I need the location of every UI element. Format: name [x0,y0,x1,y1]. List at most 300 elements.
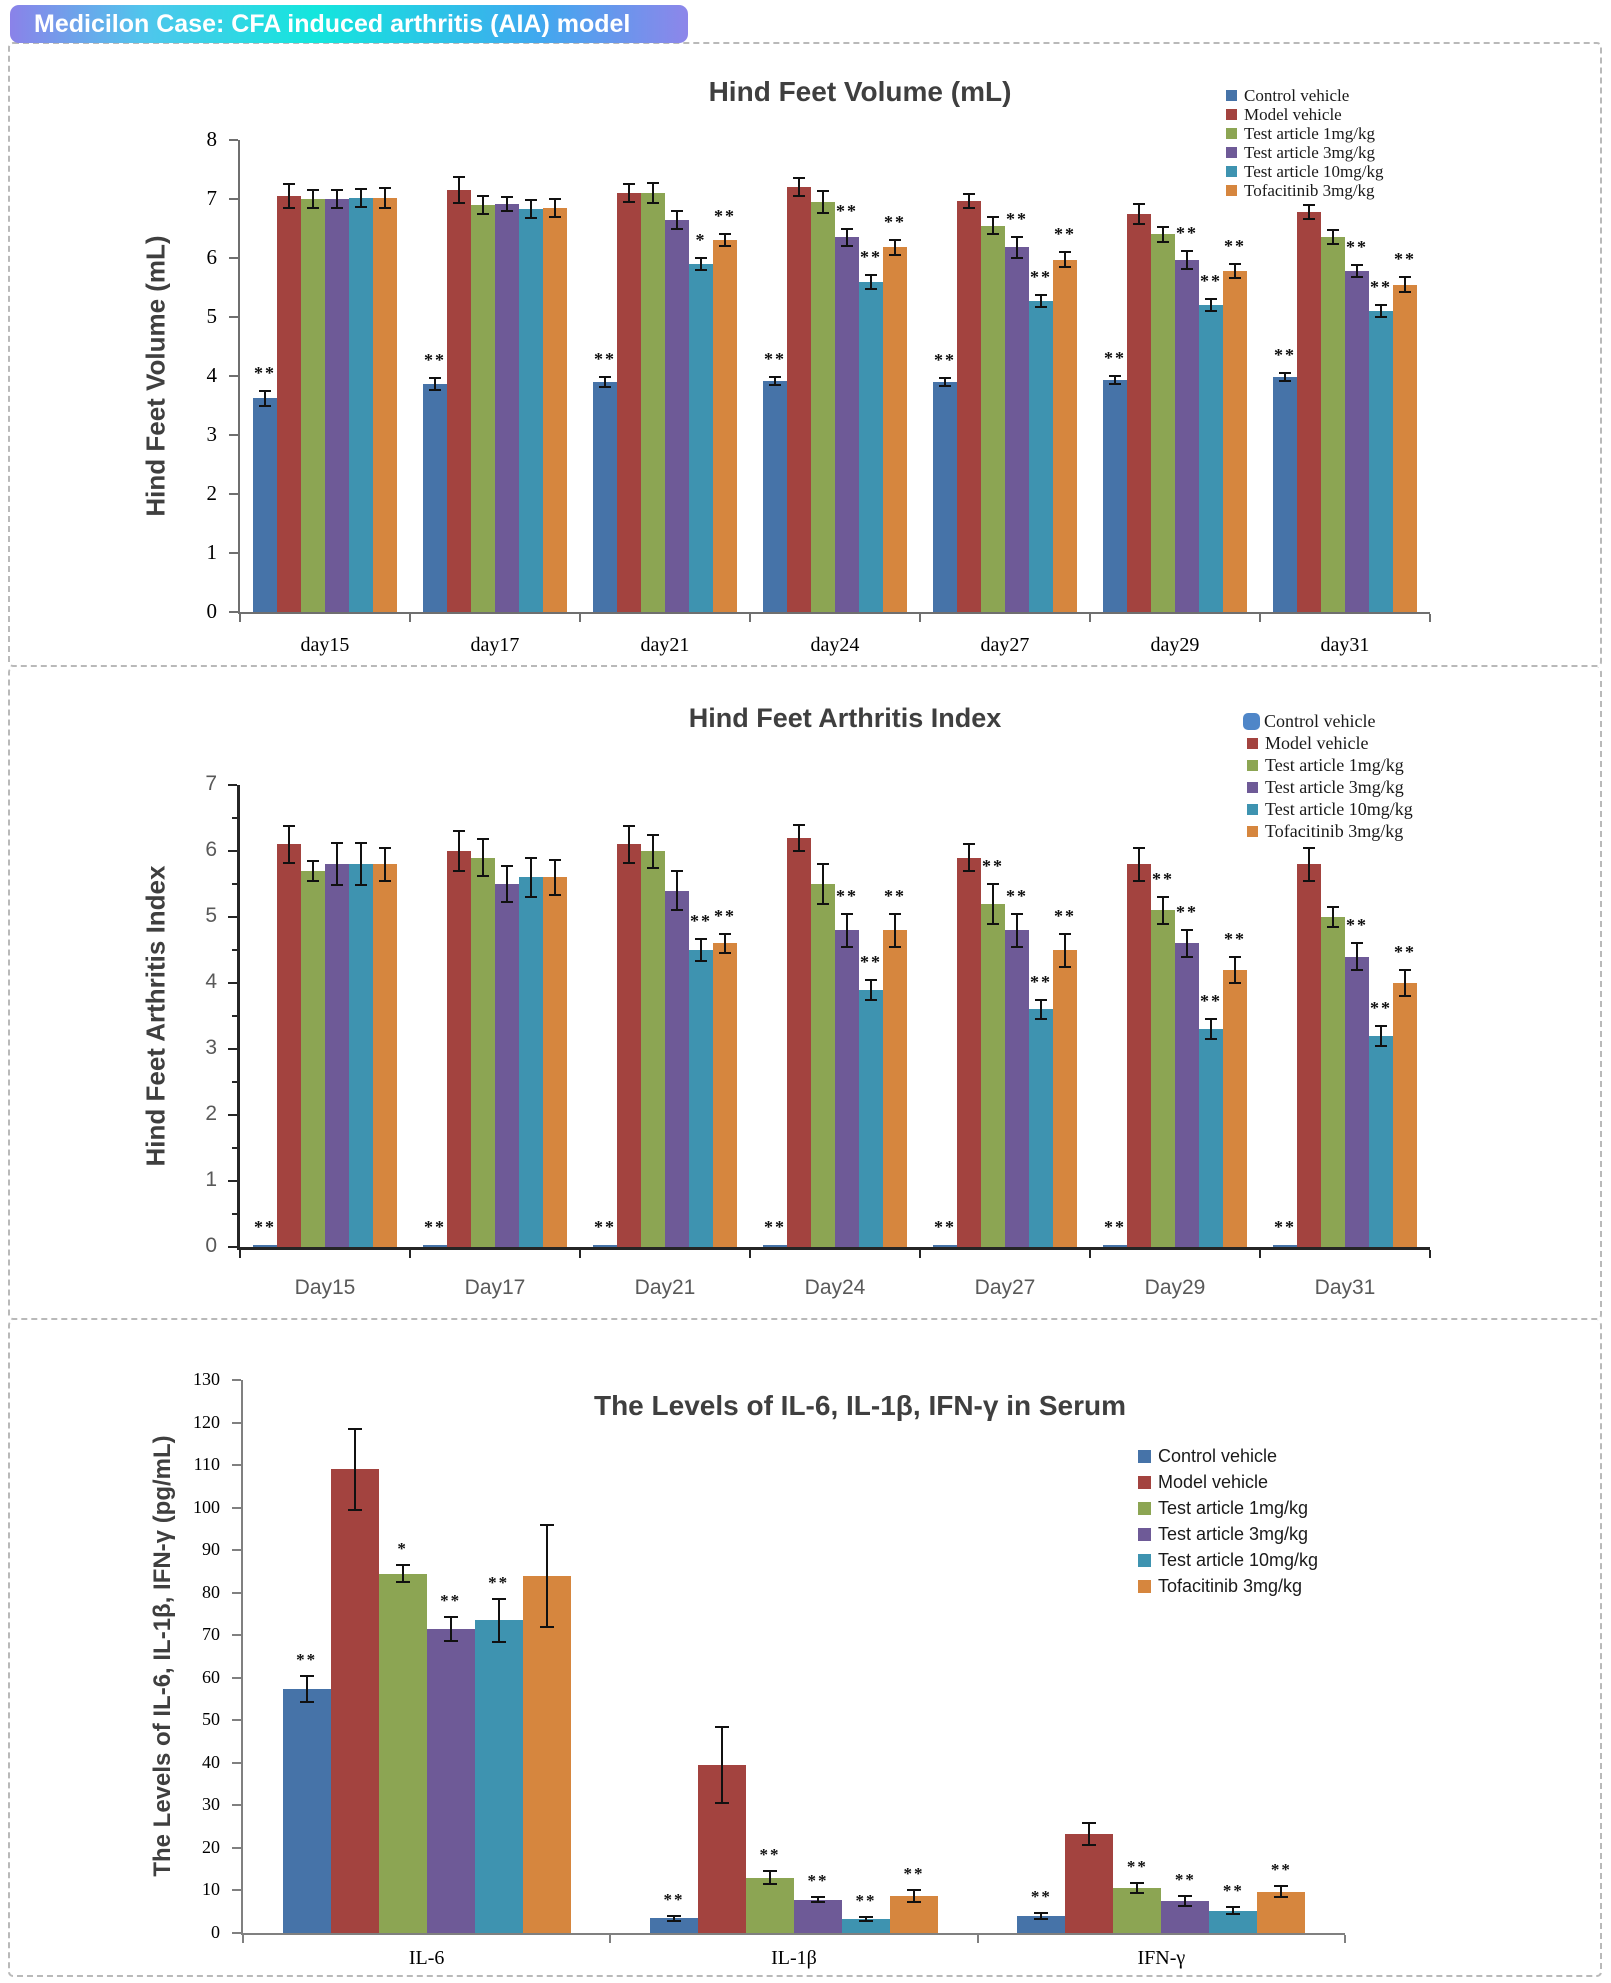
error-bar-cap-bottom [987,923,999,925]
y-tick-mark [232,1889,241,1891]
significance-label: ** [1346,237,1368,258]
error-bar-cap-bottom [889,254,901,256]
error-bar-cap-top [769,376,781,378]
error-bar-cap-bottom [841,946,853,948]
error-bar-cap-top [841,913,853,915]
error-bar-cap-top [939,377,951,379]
bar [349,198,373,612]
bar [811,884,835,1247]
legend-label: Model vehicle [1265,732,1369,753]
significance-label: ** [296,1650,318,1670]
error-bar [1088,1823,1090,1844]
significance-label: ** [860,951,882,972]
y-axis [238,140,240,614]
error-bar [482,839,484,876]
bar [1369,311,1393,612]
error-bar-cap-bottom [939,385,951,387]
significance-label: ** [663,1889,685,1909]
significance-label: ** [1174,1869,1196,1889]
error-bar-cap-bottom [817,212,829,214]
error-bar [1332,230,1334,244]
legend-label: Test article 3mg/kg [1244,142,1375,162]
significance-label: ** [1370,997,1392,1018]
legend-swatch [1247,826,1258,837]
error-bar-cap-bottom [379,207,391,209]
error-bar-cap-bottom [719,952,731,954]
error-bar-cap-bottom [331,207,343,209]
error-bar-cap-bottom [525,896,537,898]
legend-label: Test article 3mg/kg [1265,776,1404,797]
legend-swatch [1138,1476,1151,1489]
y-tick-label: 0 [205,1234,217,1257]
error-bar [1138,204,1140,224]
error-bar [798,178,800,196]
chart-title: The Levels of IL-6, IL-1β, IFN-γ in Serum [593,1390,1127,1421]
error-bar-cap-top [1130,1882,1144,1884]
bar [713,240,737,612]
error-bar-cap-bottom [1109,383,1121,385]
error-bar-cap-bottom [1303,218,1315,220]
error-bar-cap-top [1279,372,1291,374]
error-bar [482,196,484,214]
error-bar [992,884,994,924]
error-bar-cap-bottom [889,946,901,948]
error-bar [1380,1026,1382,1046]
y-tick-label: 6 [206,245,217,269]
significance-label: ** [759,1845,781,1865]
error-bar-cap-top [667,1915,681,1917]
error-bar-cap-top [477,195,489,197]
chart-title: Hind Feet Arthritis Index [688,703,1002,733]
significance-label: ** [764,1217,786,1237]
legend-label: Test article 10mg/kg [1265,798,1413,819]
significance-label: ** [1030,1886,1052,1906]
significance-label: ** [254,363,276,384]
x-category-label: IFN-γ [1137,1947,1186,1969]
x-category-label: Day29 [1144,1276,1206,1299]
bar [325,199,349,612]
error-bar-cap-bottom [549,216,561,218]
x-category-label: day31 [1320,634,1370,656]
x-tick-mark [749,1250,751,1258]
error-bar [458,177,460,203]
error-bar-cap-bottom [1399,995,1411,997]
bar [787,187,811,612]
error-bar-cap-top [283,183,295,185]
error-bar-cap-top [492,1598,506,1600]
error-bar-cap-top [719,233,731,235]
error-bar-cap-top [647,834,659,836]
error-bar-cap-top [1375,304,1387,306]
error-bar-cap-bottom [1399,291,1411,293]
error-bar [1162,897,1164,923]
error-bar-cap-top [695,257,707,259]
legend-item [1138,1573,1318,1599]
bar [475,1620,523,1933]
significance-label: ** [934,349,956,370]
bar [1345,271,1369,612]
error-bar-cap-top [793,177,805,179]
legend-item [1247,710,1413,732]
significance-label: ** [1394,941,1416,962]
error-bar-cap-top [307,189,319,191]
error-bar-cap-bottom [1011,946,1023,948]
y-tick-label: 80 [202,1581,220,1602]
error-bar-cap-top [355,842,367,844]
error-bar-cap-top [1059,251,1071,253]
error-bar [968,844,970,870]
x-category-label: day27 [980,634,1030,656]
significance-label: ** [934,1217,956,1237]
y-tick-label: 5 [206,304,217,328]
x-tick-mark [609,1935,611,1943]
error-bar-cap-bottom [1274,1896,1288,1898]
error-bar-cap-bottom [963,870,975,872]
bar [379,1574,427,1933]
error-bar-cap-top [1011,913,1023,915]
error-bar-cap-top [501,865,513,867]
error-bar [628,826,630,863]
error-bar [458,831,460,871]
error-bar [554,860,556,896]
error-bar-cap-top [348,1428,362,1430]
error-bar-cap-top [1133,203,1145,205]
legend-item [1226,105,1384,124]
error-bar [312,861,314,881]
legend-swatch [1226,109,1237,120]
error-bar [1186,251,1188,269]
significance-label: ** [1054,224,1076,245]
y-axis [237,785,240,1250]
legend-label: Test article 1mg/kg [1158,1497,1309,1518]
significance-label: ** [690,910,712,931]
y-tick-mark [232,1677,241,1679]
bar [811,202,835,612]
x-axis [237,1247,1430,1250]
y-tick-mark [232,1592,241,1594]
error-bar-cap-bottom [501,901,513,903]
y-minor-tick-mark [232,817,237,819]
bar [1199,305,1223,612]
error-bar-cap-top [671,210,683,212]
bar [883,930,907,1247]
y-tick-label: 2 [205,1102,217,1125]
significance-label: ** [1274,1217,1296,1237]
significance-label: ** [1104,348,1126,368]
bar [253,398,277,612]
x-tick-mark [242,1935,244,1943]
error-bar-cap-bottom [715,1802,729,1804]
y-tick-label: 4 [206,363,217,387]
bar [1029,1009,1053,1247]
error-bar-cap-top [1035,294,1047,296]
error-bar [1308,848,1310,881]
bar [689,950,713,1247]
chart-hind-feet-volume [0,42,1611,667]
error-bar-cap-top [1205,1018,1217,1020]
error-bar-cap-top [1375,1025,1387,1027]
x-category-label: Day27 [974,1276,1036,1299]
y-tick-label: 3 [206,422,217,446]
error-bar-cap-top [1327,229,1339,231]
error-bar-cap-top [549,859,561,861]
bar [331,1469,379,1933]
error-bar [312,190,314,208]
legend-item [1247,754,1413,776]
significance-label: ** [1006,208,1028,229]
error-bar-cap-bottom [623,201,635,203]
legend-swatch [1138,1450,1151,1463]
error-bar-cap-top [987,883,999,885]
error-bar-cap-bottom [1375,316,1387,318]
significance-label: ** [1054,905,1076,926]
significance-label: * [397,1539,408,1559]
error-bar-cap-top [763,1870,777,1872]
bar [641,193,665,612]
y-tick-label: 40 [202,1751,220,1772]
bar [787,838,811,1247]
error-bar-cap-top [429,377,441,379]
error-bar-cap-bottom [549,894,561,896]
y-axis-label: Hind Feet Arthritis Index [140,865,171,1167]
bar [665,891,689,1247]
bar [746,1878,794,1933]
error-bar-cap-bottom [1035,1018,1047,1020]
error-bar [506,197,508,211]
significance-label: ** [982,856,1004,876]
error-bar-cap-bottom [1279,380,1291,382]
error-bar [652,835,654,868]
error-bar-cap-top [1274,1885,1288,1887]
error-bar-cap-top [793,824,805,826]
error-bar [1138,848,1140,881]
error-bar-cap-bottom [1133,223,1145,225]
x-category-label: Day15 [294,1276,356,1299]
error-bar-cap-bottom [1327,243,1339,245]
error-bar [288,184,290,208]
bar [423,384,447,612]
bar [1345,957,1369,1247]
bar [981,904,1005,1247]
error-bar [822,191,824,212]
x-category-label: Day24 [804,1276,866,1299]
y-tick-mark [228,1048,237,1050]
bar [277,196,301,612]
error-bar-cap-bottom [769,384,781,386]
legend-item [1138,1495,1318,1521]
error-bar-cap-top [1059,933,1071,935]
bar [373,198,397,612]
error-bar-cap-bottom [307,207,319,209]
error-bar-cap-bottom [348,1509,362,1511]
x-category-label: IL-6 [408,1947,445,1969]
error-bar-cap-top [259,390,271,392]
significance-label: ** [860,246,882,267]
bar [277,844,301,1247]
legend-label: Test article 10mg/kg [1158,1549,1319,1570]
bar [519,877,543,1247]
significance-label: ** [764,348,786,369]
error-bar [306,1676,308,1702]
error-bar [450,1617,452,1641]
bar [981,226,1005,612]
legend-swatch [1138,1580,1151,1593]
error-bar-cap-top [811,1896,825,1898]
y-tick-label: 60 [202,1666,220,1687]
y-tick-label: 7 [205,772,217,795]
significance-label: ** [1126,1857,1148,1877]
bar [283,1689,331,1933]
error-bar-cap-top [1327,906,1339,908]
bar [1393,983,1417,1247]
y-tick-label: 0 [206,599,217,623]
x-tick-mark [1259,614,1261,622]
bar [1005,930,1029,1247]
y-tick-mark [228,1246,237,1248]
x-tick-mark [409,1250,411,1258]
error-bar-cap-bottom [283,862,295,864]
error-bar-cap-top [525,857,537,859]
y-minor-tick-mark [232,949,237,951]
bar [1175,260,1199,612]
legend-swatch [1247,760,1258,771]
error-bar-cap-bottom [259,405,271,407]
error-bar [288,826,290,863]
error-bar-cap-top [1157,896,1169,898]
error-bar-cap-bottom [1229,982,1241,984]
significance-label: ** [1270,1860,1292,1880]
error-bar-cap-bottom [1303,880,1315,882]
y-tick-mark [229,257,238,259]
x-tick-mark [1429,1250,1431,1258]
error-bar [402,1565,404,1582]
error-bar [1210,1019,1212,1039]
error-bar [530,200,532,218]
legend-label: Control vehicle [1244,85,1350,105]
bar [1053,950,1077,1247]
significance-label: ** [1006,885,1028,906]
legend-label: Tofacitinib 3mg/kg [1265,820,1404,841]
error-bar [336,190,338,208]
error-bar-cap-top [623,183,635,185]
error-bar-cap-top [1399,969,1411,971]
legend-swatch [1138,1502,1151,1515]
y-tick-mark [232,1379,241,1381]
bar [1297,212,1321,612]
significance-label: ** [884,885,906,906]
error-bar [264,391,266,405]
x-category-label: day29 [1150,634,1200,656]
legend-item [1226,124,1384,143]
legend-label: Test article 10mg/kg [1244,161,1384,181]
header-badge [10,5,688,43]
error-bar-cap-top [1011,236,1023,238]
error-bar [498,1599,500,1642]
error-bar-cap-bottom [695,269,707,271]
bar [835,930,859,1247]
y-minor-tick-mark [232,1015,237,1017]
y-tick-mark [229,375,238,377]
significance-label: ** [714,905,736,926]
legend-label: Control vehicle [1264,710,1376,731]
error-bar [652,183,654,203]
error-bar [1234,264,1236,278]
bar [641,851,665,1247]
significance-label: ** [1176,222,1198,243]
significance-label: ** [1274,345,1296,366]
error-bar-cap-top [379,847,391,849]
error-bar-cap-top [889,239,901,241]
error-bar-cap-bottom [331,884,343,886]
bar [471,205,495,612]
legend-item [1247,732,1413,754]
bar [325,864,349,1247]
y-tick-mark [228,982,237,984]
error-bar-cap-top [477,838,489,840]
error-bar [1162,227,1164,242]
error-bar-cap-bottom [1011,257,1023,259]
error-bar-cap-bottom [1059,266,1071,268]
significance-label: ** [1224,235,1246,256]
error-bar-cap-bottom [1375,1045,1387,1047]
error-bar [700,939,702,961]
significance-label: ** [1394,249,1416,270]
error-bar-cap-top [1229,263,1241,265]
x-tick-mark [1344,1935,1346,1943]
x-tick-mark [1089,614,1091,622]
y-tick-label: 6 [205,838,217,861]
x-category-label: day17 [470,634,520,656]
x-tick-mark [579,614,581,622]
y-tick-label: 1 [206,540,217,564]
significance-label: ** [903,1864,925,1884]
error-bar-cap-bottom [1229,277,1241,279]
error-bar [846,229,848,247]
error-bar-cap-top [599,376,611,378]
bar [1103,1245,1127,1247]
error-bar [894,914,896,947]
error-bar-cap-bottom [865,999,877,1001]
error-bar-cap-top [331,189,343,191]
y-tick-mark [232,1549,241,1551]
error-bar-cap-bottom [1351,276,1363,278]
error-bar-cap-top [859,1916,873,1918]
error-bar [1404,277,1406,291]
error-bar-cap-bottom [477,875,489,877]
error-bar-cap-top [987,216,999,218]
x-tick-mark [239,1250,241,1258]
y-tick-mark [228,916,237,918]
bar [763,381,787,612]
bar [1065,1834,1113,1933]
bar [883,247,907,612]
error-bar [384,848,386,881]
error-bar-cap-bottom [1130,1892,1144,1894]
error-bar-cap-bottom [859,1920,873,1922]
error-bar-cap-top [1181,929,1193,931]
significance-label: ** [1104,1217,1126,1237]
y-tick-mark [232,1464,241,1466]
bar [1297,864,1321,1247]
error-bar-cap-top [1034,1912,1048,1914]
error-bar [846,914,848,947]
x-tick-mark [749,614,751,622]
error-bar-cap-top [355,188,367,190]
legend-swatch [1138,1554,1151,1567]
bar [301,199,325,612]
legend-item [1138,1521,1318,1547]
error-bar-cap-bottom [719,245,731,247]
